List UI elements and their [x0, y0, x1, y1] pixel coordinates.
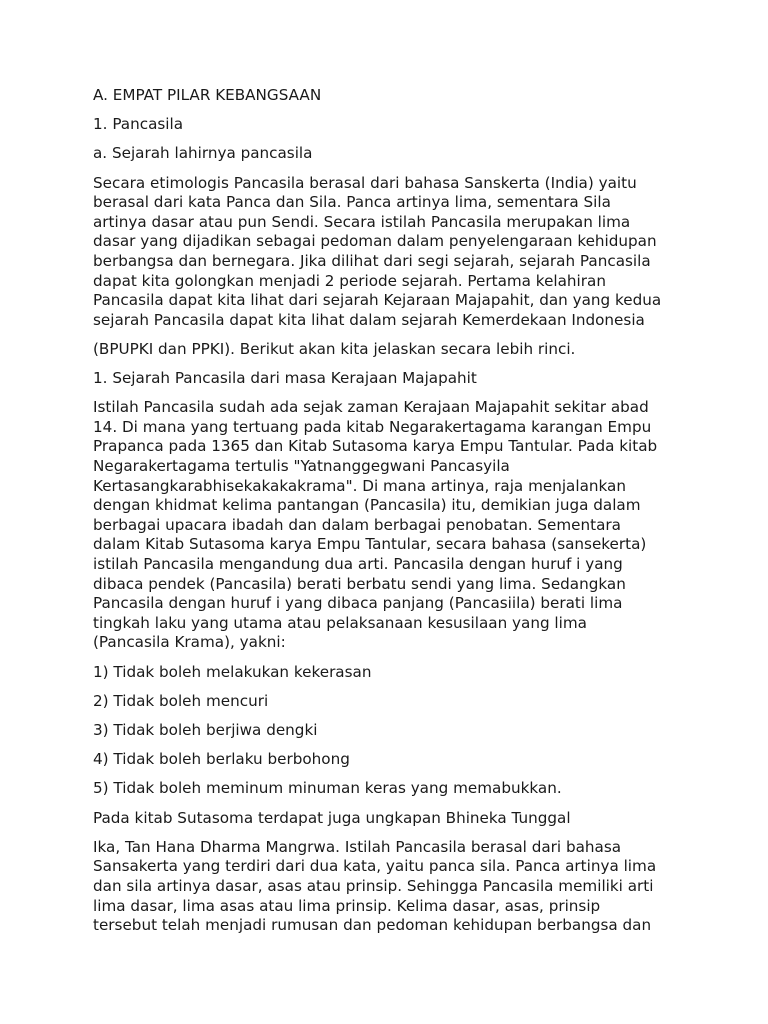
paragraph-line: Istilah Pancasila sudah ada sejak zaman Kerajaan Majapahit sekitar abad — [93, 398, 649, 417]
paragraph-sutasoma: Pada kitab Sutasoma terdapat juga ungkapan Bhineka Tunggal — [93, 808, 571, 827]
paragraph-bhineka — [93, 838, 688, 936]
list-item: 1) Tidak boleh melakukan kekerasan — [93, 662, 372, 681]
paragraph-line: berbagai upacara ibadah dan dalam berbagai penobatan. Sementara — [93, 515, 621, 534]
paragraph-line: Kertasangkarabhisekakakakrama". Di mana artinya, raja menjalankan — [93, 476, 626, 495]
list-item: 3) Tidak boleh berjiwa dengki — [93, 720, 318, 739]
paragraph-etimologi — [93, 174, 688, 331]
list-item: 2) Tidak boleh mencuri — [93, 691, 269, 710]
paragraph-bpupki: (BPUPKI dan PPKI). Berikut akan kita jelaskan secara lebih rinci. — [93, 339, 576, 358]
paragraph-line: Secara etimologis Pancasila berasal dari bahasa Sanskerta (India) yaitu — [93, 173, 637, 192]
paragraph-line: dapat kita golongkan menjadi 2 periode sejarah. Pertama kelahiran — [93, 271, 606, 290]
paragraph-line: (Pancasila Krama), yakni: — [93, 633, 286, 652]
paragraph-line: Ika, Tan Hana Dharma Mangrwa. Istilah Pancasila berasal dari bahasa — [93, 837, 622, 856]
paragraph-line: Pancasila dengan huruf i yang dibaca panjang (Pancasiila) berati lima — [93, 594, 623, 613]
paragraph-line: dibaca pendek (Pancasila) berati berbatu sendi yang lima. Sedangkan — [93, 574, 626, 593]
paragraph-line: tingkah laku yang utama atau pelaksanaan kesusilaan yang lima — [93, 613, 587, 632]
paragraph-line: sejarah Pancasila dapat kita lihat dalam sejarah Kemerdekaan Indonesia — [93, 310, 645, 329]
document-heading: A. EMPAT PILAR KEBANGSAAN — [93, 86, 322, 104]
paragraph-line: Sansakerta yang terdiri dari dua kata, yaitu panca sila. Panca artinya lima — [93, 857, 657, 876]
paragraph-line: dasar yang dijadikan sebagai pedoman dalam penyelengaraan kehidupan — [93, 232, 657, 251]
paragraph-line: Pancasila dapat kita lihat dari sejarah Kejaraan Majapahit, dan yang kedua — [93, 291, 662, 310]
paragraph-line: dan sila artinya dasar, asas atau prinsip. Sehingga Pancasila memiliki arti — [93, 876, 654, 895]
paragraph-line: Prapanca pada 1365 dan Kitab Sutasoma karya Empu Tantular. Pada kitab — [93, 437, 658, 456]
paragraph-line: Negarakertagama tertulis "Yatnanggegwani Pancasyila — [93, 457, 510, 476]
list-item: 4) Tidak boleh berlaku berbohong — [93, 750, 350, 769]
paragraph-line: dalam Kitab Sutasoma karya Empu Tantular, secara bahasa (sansekerta) — [93, 535, 647, 554]
paragraph-line: berasal dari kata Panca dan Sila. Panca artinya lima, sementara Sila — [93, 193, 611, 212]
paragraph-line: berbangsa dan bernegara. Jika dilihat dari segi sejarah, sejarah Pancasila — [93, 251, 651, 270]
paragraph-line: 14. Di mana yang tertuang pada kitab Negarakertagama karangan Empu — [93, 417, 652, 436]
paragraph-line: dengan khidmat kelima pantangan (Pancasila) itu, demikian juga dalam — [93, 496, 641, 515]
section-title-majapahit: 1. Sejarah Pancasila dari masa Kerajaan Majapahit — [93, 369, 477, 388]
paragraph-line: artinya dasar atau pun Sendi. Secara istilah Pancasila merupakan lima — [93, 212, 631, 231]
paragraph-line: lima dasar, lima asas atau lima prinsip. Kelima dasar, asas, prinsip — [93, 896, 601, 915]
subsection-title: a. Sejarah lahirnya pancasila — [93, 144, 313, 163]
paragraph-line: istilah Pancasila mengandung dua arti. Pancasila dengan huruf i yang — [93, 555, 623, 574]
paragraph-majapahit — [93, 398, 688, 653]
paragraph-line: tersebut telah menjadi rumusan dan pedoman kehidupan berbangsa dan — [93, 916, 652, 935]
document-subheading: 1. Pancasila — [93, 115, 184, 134]
list-item: 5) Tidak boleh meminum minuman keras yang memabukkan. — [93, 779, 562, 798]
